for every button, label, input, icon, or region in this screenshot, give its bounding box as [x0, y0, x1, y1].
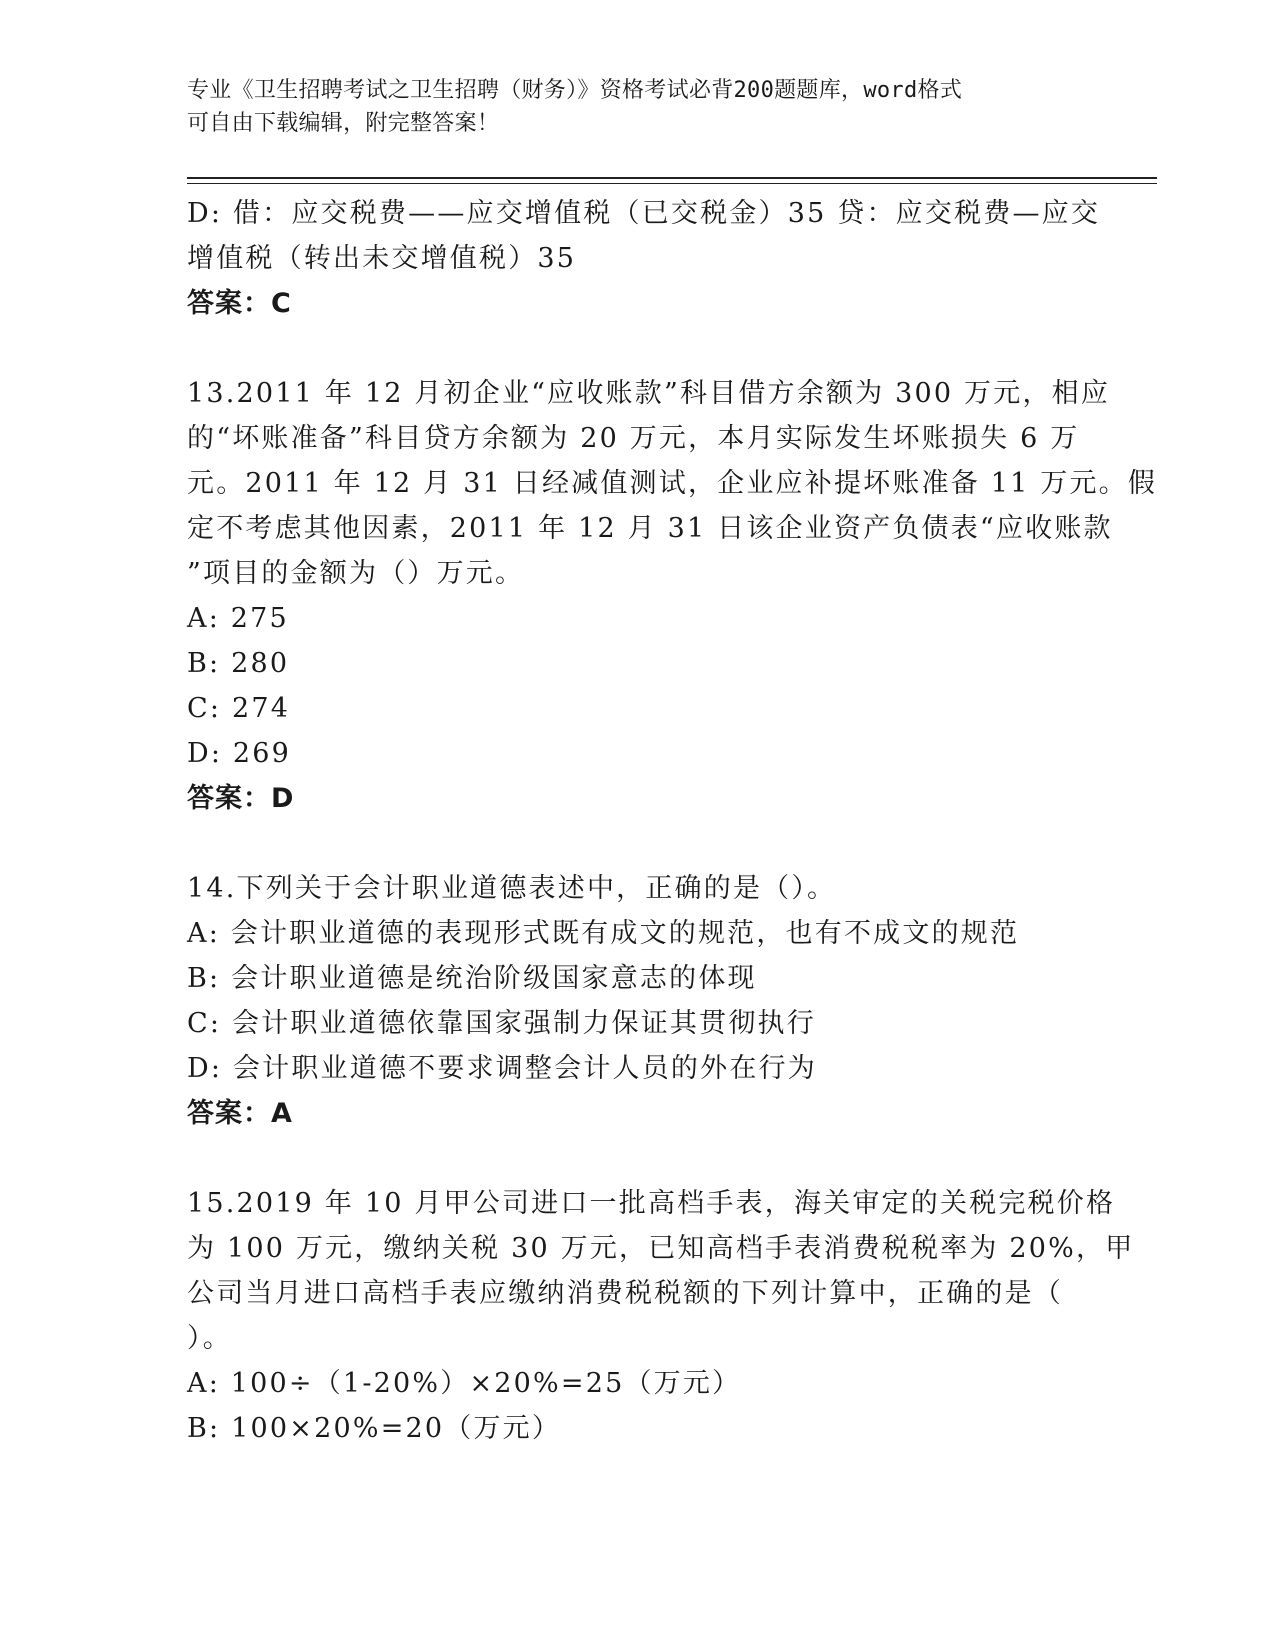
option-a: A: 100÷（1-20%）×20%=25（万元） [187, 1368, 742, 1399]
header-divider-thin [187, 183, 1157, 184]
spacer [187, 1136, 1087, 1181]
option-c: C: 274 [187, 693, 291, 724]
option-d: D: 借：应交税费——应交增值税（已交税金）35 贷：应交税费—应交 [187, 198, 1101, 229]
question-text: 公司当月进口高档手表应缴纳消费税税额的下列计算中，正确的是（ [187, 1278, 1063, 1309]
document-body [187, 191, 1158, 1451]
question-text: 的“坏账准备”科目贷方余额为 20 万元，本月实际发生坏账损失 6 万 [187, 423, 1080, 454]
question-text: 定不考虑其他因素，2011 年 12 月 31 日该企业资产负债表“应收账款 [187, 513, 1113, 544]
question-text: 元。2011 年 12 月 31 日经减值测试，企业应补提坏账准备 11 万元。假 [187, 468, 1158, 499]
option-a: A: 会计职业道德的表现形式既有成文的规范，也有不成文的规范 [187, 918, 1020, 949]
option-d: D: 269 [187, 738, 292, 769]
document-header [187, 74, 1067, 140]
option-b: B: 280 [187, 648, 290, 679]
question-text: 15.2019 年 10 月甲公司进口一批高档手表，海关审定的关税完税价格 [187, 1188, 1116, 1219]
spacer [187, 326, 1087, 371]
question-text: 14.下列关于会计职业道德表述中，正确的是（）。 [187, 873, 837, 904]
question-text: 13.2011 年 12 月初企业“应收账款”科目借方余额为 300 万元，相应 [187, 378, 1111, 409]
option-d: D: 会计职业道德不要求调整会计人员的外在行为 [187, 1053, 817, 1084]
option-b: B: 会计职业道德是统治阶级国家意志的体现 [187, 963, 757, 994]
answer-label: 答案：D [187, 783, 295, 814]
answer-label: 答案：C [187, 288, 292, 319]
answer-label: 答案：A [187, 1098, 293, 1129]
question-15 [187, 1181, 1135, 1451]
option-a: A: 275 [187, 603, 289, 634]
spacer [187, 821, 1087, 866]
header-divider-thick [187, 177, 1157, 179]
question-text: ）。 [187, 1323, 232, 1354]
previous-question-tail [187, 191, 1101, 326]
question-13 [187, 371, 1158, 821]
option-d-continued: 增值税（转出未交增值税）35 [187, 243, 577, 274]
question-text: 为 100 万元，缴纳关税 30 万元，已知高档手表消费税税率为 20%，甲 [187, 1233, 1135, 1264]
question-14 [187, 866, 1087, 1136]
header-title-line-1: 专业《卫生招聘考试之卫生招聘（财务）》资格考试必背200题题库，word格式 [187, 78, 963, 103]
option-c: C: 会计职业道德依靠国家强制力保证其贯彻执行 [187, 1008, 816, 1039]
question-text: ”项目的金额为（）万元。 [187, 558, 525, 589]
option-b: B: 100×20%=20（万元） [187, 1413, 562, 1444]
header-title-line-2: 可自由下载编辑，附完整答案！ [187, 111, 500, 136]
